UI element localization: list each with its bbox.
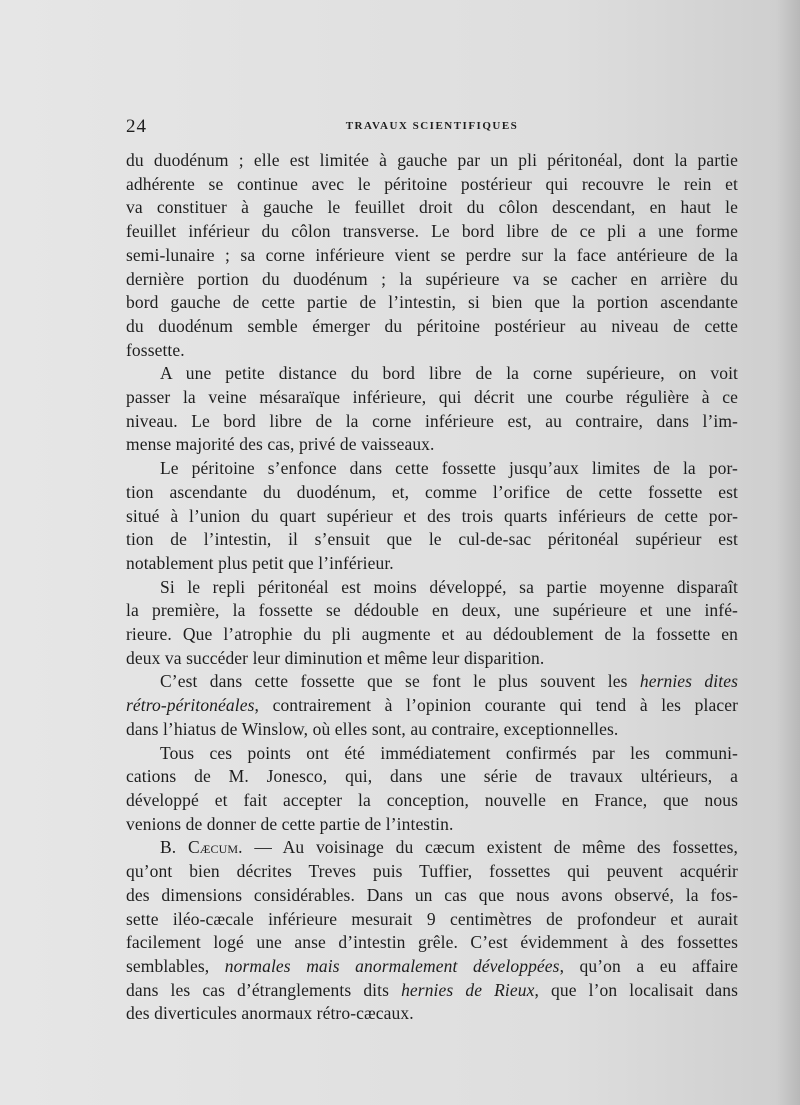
- text-line: sette iléo-cæcale inférieure mesurait 9 centimètres de profondeur et aurait: [126, 908, 738, 929]
- section-heading: Cæcum: [187, 837, 239, 858]
- text-line: tion ascendante du duodénum, et, comme l’orifice de cette fossette est: [126, 481, 738, 502]
- text-line: passer la veine mésaraïque inférieure, qui décrit une courbe régulière à ce: [126, 387, 738, 408]
- text-segment: , qu’on a eu affaire: [559, 955, 738, 976]
- text-line: développé et fait accepter la conception, nouvelle en France, que nous: [126, 789, 738, 810]
- text-line: venions de donner de cette partie de l’intestin.: [126, 813, 454, 834]
- text-line: dernière portion du duodénum ; la supérieure va se cacher en arrière du: [126, 268, 738, 289]
- text-line: Le péritoine s’enfonce dans cette fossette jusqu’aux limites de la por-: [160, 458, 738, 479]
- text-line: du duodénum ; elle est limitée à gauche par un pli péritonéal, dont la partie: [126, 150, 738, 170]
- italic-term: hernies de Rieux: [401, 979, 535, 1000]
- text-segment: , que l’on localisait dans: [534, 979, 738, 1000]
- text-line: Tous ces points ont été immédiatement confirmés par les communi-: [160, 742, 738, 763]
- text-line: facilement logé une anse d’intestin grêle. C’est évidemment à des fossettes: [126, 932, 738, 953]
- italic-term: rétro-péritonéales: [126, 695, 255, 716]
- text-segment: dans les cas d’étranglements dits: [126, 979, 402, 1000]
- paragraph-5: [126, 670, 738, 741]
- text-line: [126, 670, 738, 694]
- paragraph-4: [126, 576, 738, 671]
- text-line: bord gauche de cette partie de l’intestin, si bien que la portion ascendante: [126, 292, 738, 313]
- running-head: [126, 116, 738, 140]
- text-line: des dimensions considérables. Dans un cas que nous avons observé, la fos-: [126, 884, 738, 905]
- text-line: cations de M. Jonesco, qui, dans une série de travaux ultérieurs, a: [126, 766, 738, 787]
- text-line: feuillet inférieur du côlon transverse. Le bord libre de ce pli a une forme: [126, 221, 738, 242]
- paragraph-2: [126, 362, 738, 457]
- text-line: tion de l’intestin, il s’ensuit que le cul-de-sac péritonéal supérieur est: [126, 529, 738, 550]
- text-line: dans l’hiatus de Winslow, où elles sont, au contraire, exceptionnelles.: [126, 718, 619, 739]
- text-line: notablement plus petit que l’inférieur.: [126, 552, 394, 573]
- italic-term: normales mais anormalement développées: [224, 955, 560, 976]
- text-segment: C’est dans cette fossette que se font le plus souvent les: [160, 671, 640, 692]
- text-line: [126, 979, 738, 1003]
- paragraph-3: [126, 457, 738, 576]
- text-segment: semblables,: [126, 955, 225, 976]
- text-line: du duodénum semble émerger du péritoine postérieur au niveau de cette: [126, 315, 738, 336]
- page-number: 24: [126, 116, 147, 137]
- text-line: fossette.: [126, 339, 185, 360]
- body-text: [126, 149, 738, 1026]
- text-line: niveau. Le bord libre de la corne inférieure est, au contraire, dans l’im-: [126, 410, 738, 431]
- text-line: Si le repli péritonéal est moins développé, sa partie moyenne disparaît: [160, 576, 738, 597]
- paragraph-7: [126, 836, 738, 1026]
- text-line: A une petite distance du bord libre de la corne supérieure, on voit: [160, 363, 738, 384]
- text-segment: , contrairement à l’opinion courante qui tend à les placer: [254, 695, 738, 716]
- text-line: [126, 955, 738, 979]
- text-line: va constituer à gauche le feuillet droit du côlon descendant, en haut le: [126, 197, 738, 218]
- italic-term: hernies dites: [639, 671, 738, 692]
- paragraph-1: [126, 149, 738, 362]
- text-line: rieure. Que l’atrophie du pli augmente et au dédoublement de la fossette en: [126, 624, 738, 645]
- text-line: adhérente se continue avec le péritoine postérieur qui recouvre le rein et: [126, 173, 738, 194]
- text-line: semi-lunaire ; sa corne inférieure vient se perdre sur la face antérieure de la: [126, 244, 738, 265]
- text-line: situé à l’union du quart supérieur et des trois quarts inférieurs de cette por-: [126, 505, 738, 526]
- text-line: deux va succéder leur diminution et même leur disparition.: [126, 647, 545, 668]
- text-line: des diverticules anormaux rétro-cæcaux.: [126, 1003, 414, 1024]
- header-title: TRAVAUX SCIENTIFIQUES: [345, 120, 519, 132]
- text-line: la première, la fossette se dédouble en deux, une supérieure et une infé-: [126, 600, 738, 621]
- section-label: B.: [160, 837, 188, 858]
- text-line: [126, 694, 738, 718]
- text-line: [126, 836, 738, 860]
- text-line: qu’ont bien décrites Treves puis Tuffier, fossettes qui peuvent acquérir: [126, 861, 738, 882]
- paragraph-6: [126, 742, 738, 837]
- text-line: mense majorité des cas, privé de vaisseaux.: [126, 434, 435, 455]
- text-segment: . — Au voisinage du cæcum existent de même des fossettes,: [238, 837, 738, 858]
